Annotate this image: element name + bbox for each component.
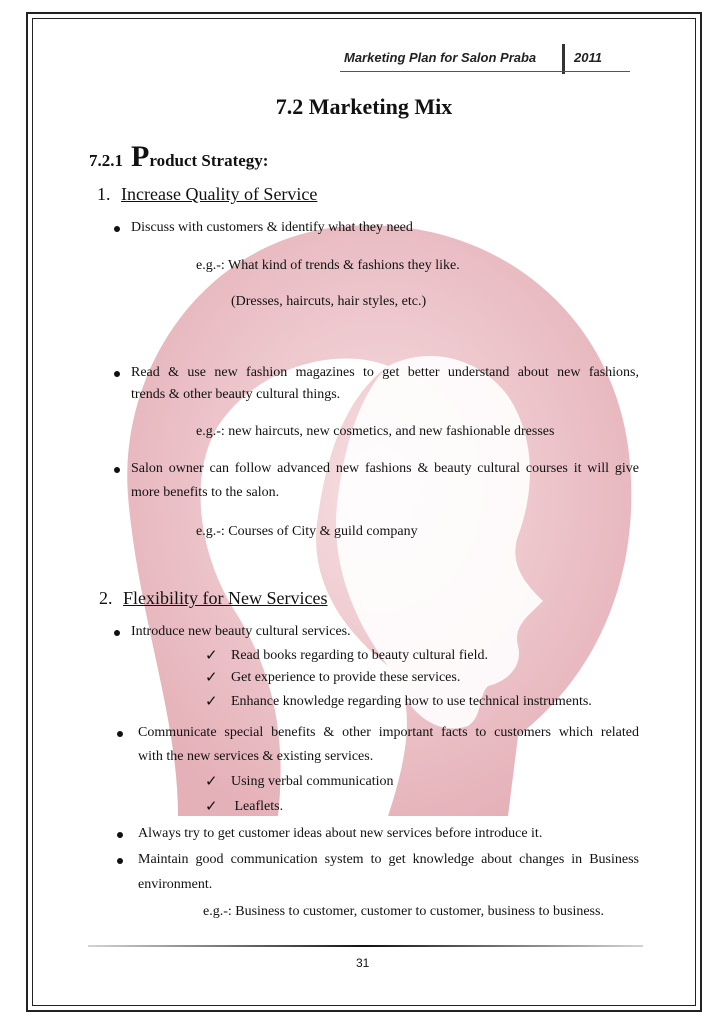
bullet-dot-icon (114, 371, 120, 377)
bullet-text: Maintain good communication system to get knowledge about changes in Business (138, 852, 639, 867)
check-item-text: Enhance knowledge regarding how to use technical instruments. (231, 694, 592, 709)
section-number: 7.2.1 (89, 151, 123, 170)
checkmark-icon: ✓ (205, 797, 218, 815)
bullet-text: Salon owner can follow advanced new fashions & beauty cultural courses it will give (131, 461, 639, 476)
check-item-text: Read books regarding to beauty cultural field. (231, 648, 488, 663)
section-heading (89, 140, 268, 174)
checkmark-icon: ✓ (205, 772, 218, 790)
example-text: (Dresses, haircuts, hair styles, etc.) (231, 294, 427, 309)
list-heading-text: Flexibility for New Services (123, 588, 328, 608)
bullet-dot-icon (114, 630, 120, 636)
page-number: 31 (356, 956, 370, 970)
running-header (340, 44, 630, 74)
page-title: 7.2 Marketing Mix (275, 94, 453, 119)
bullet-text-continued: trends & other beauty cultural things. (131, 387, 341, 402)
bullet-dot-icon (117, 858, 123, 864)
header-separator (562, 44, 565, 74)
section-title-rest: roduct Strategy: (149, 151, 269, 170)
section-initial: P (131, 140, 150, 173)
bullet-text: Discuss with customers & identify what they need (131, 220, 413, 235)
header-title: Marketing Plan for Salon Praba (344, 50, 537, 65)
list-number: 2. (99, 588, 113, 608)
list-heading-text: Increase Quality of Service (121, 184, 318, 204)
bullet-text: Read & use new fashion magazines to get better understand about new fashions, (131, 365, 639, 380)
checkmark-icon: ✓ (205, 692, 218, 710)
header-underline (340, 71, 630, 72)
example-text: e.g.-: What kind of trends & fashions they like. (196, 258, 460, 273)
woman-profile-watermark-icon (88, 196, 648, 816)
list-number: 1. (97, 184, 111, 204)
bullet-text: Communicate special benefits & other important facts to customers which related (138, 725, 639, 740)
checkmark-icon: ✓ (205, 646, 218, 664)
example-text: e.g.-: new haircuts, new cosmetics, and new fashionable dresses (196, 424, 555, 439)
bullet-dot-icon (117, 832, 123, 838)
check-item-text: Using verbal communication (231, 774, 394, 789)
example-text: e.g.-: Business to customer, customer to customer, business to business. (203, 904, 604, 919)
check-item-text: Get experience to provide these services. (231, 670, 461, 685)
bullet-text-continued: with the new services & existing services. (138, 749, 374, 764)
list-item-2-heading (99, 588, 327, 609)
bullet-text: Always try to get customer ideas about new services before introduce it. (138, 826, 543, 841)
bullet-dot-icon (117, 731, 123, 737)
list-item-1-heading (97, 184, 317, 205)
header-year: 2011 (574, 50, 602, 65)
checkmark-icon: ✓ (205, 668, 218, 686)
bullet-text-continued: more benefits to the salon. (131, 485, 280, 500)
bullet-text-continued: environment. (138, 877, 213, 892)
check-item-text: Leaflets. (231, 799, 284, 814)
bullet-dot-icon (114, 467, 120, 473)
bullet-text: Introduce new beauty cultural services. (131, 624, 351, 639)
bullet-dot-icon (114, 226, 120, 232)
example-text: e.g.-: Courses of City & guild company (196, 524, 418, 539)
footer-rule (88, 945, 643, 947)
